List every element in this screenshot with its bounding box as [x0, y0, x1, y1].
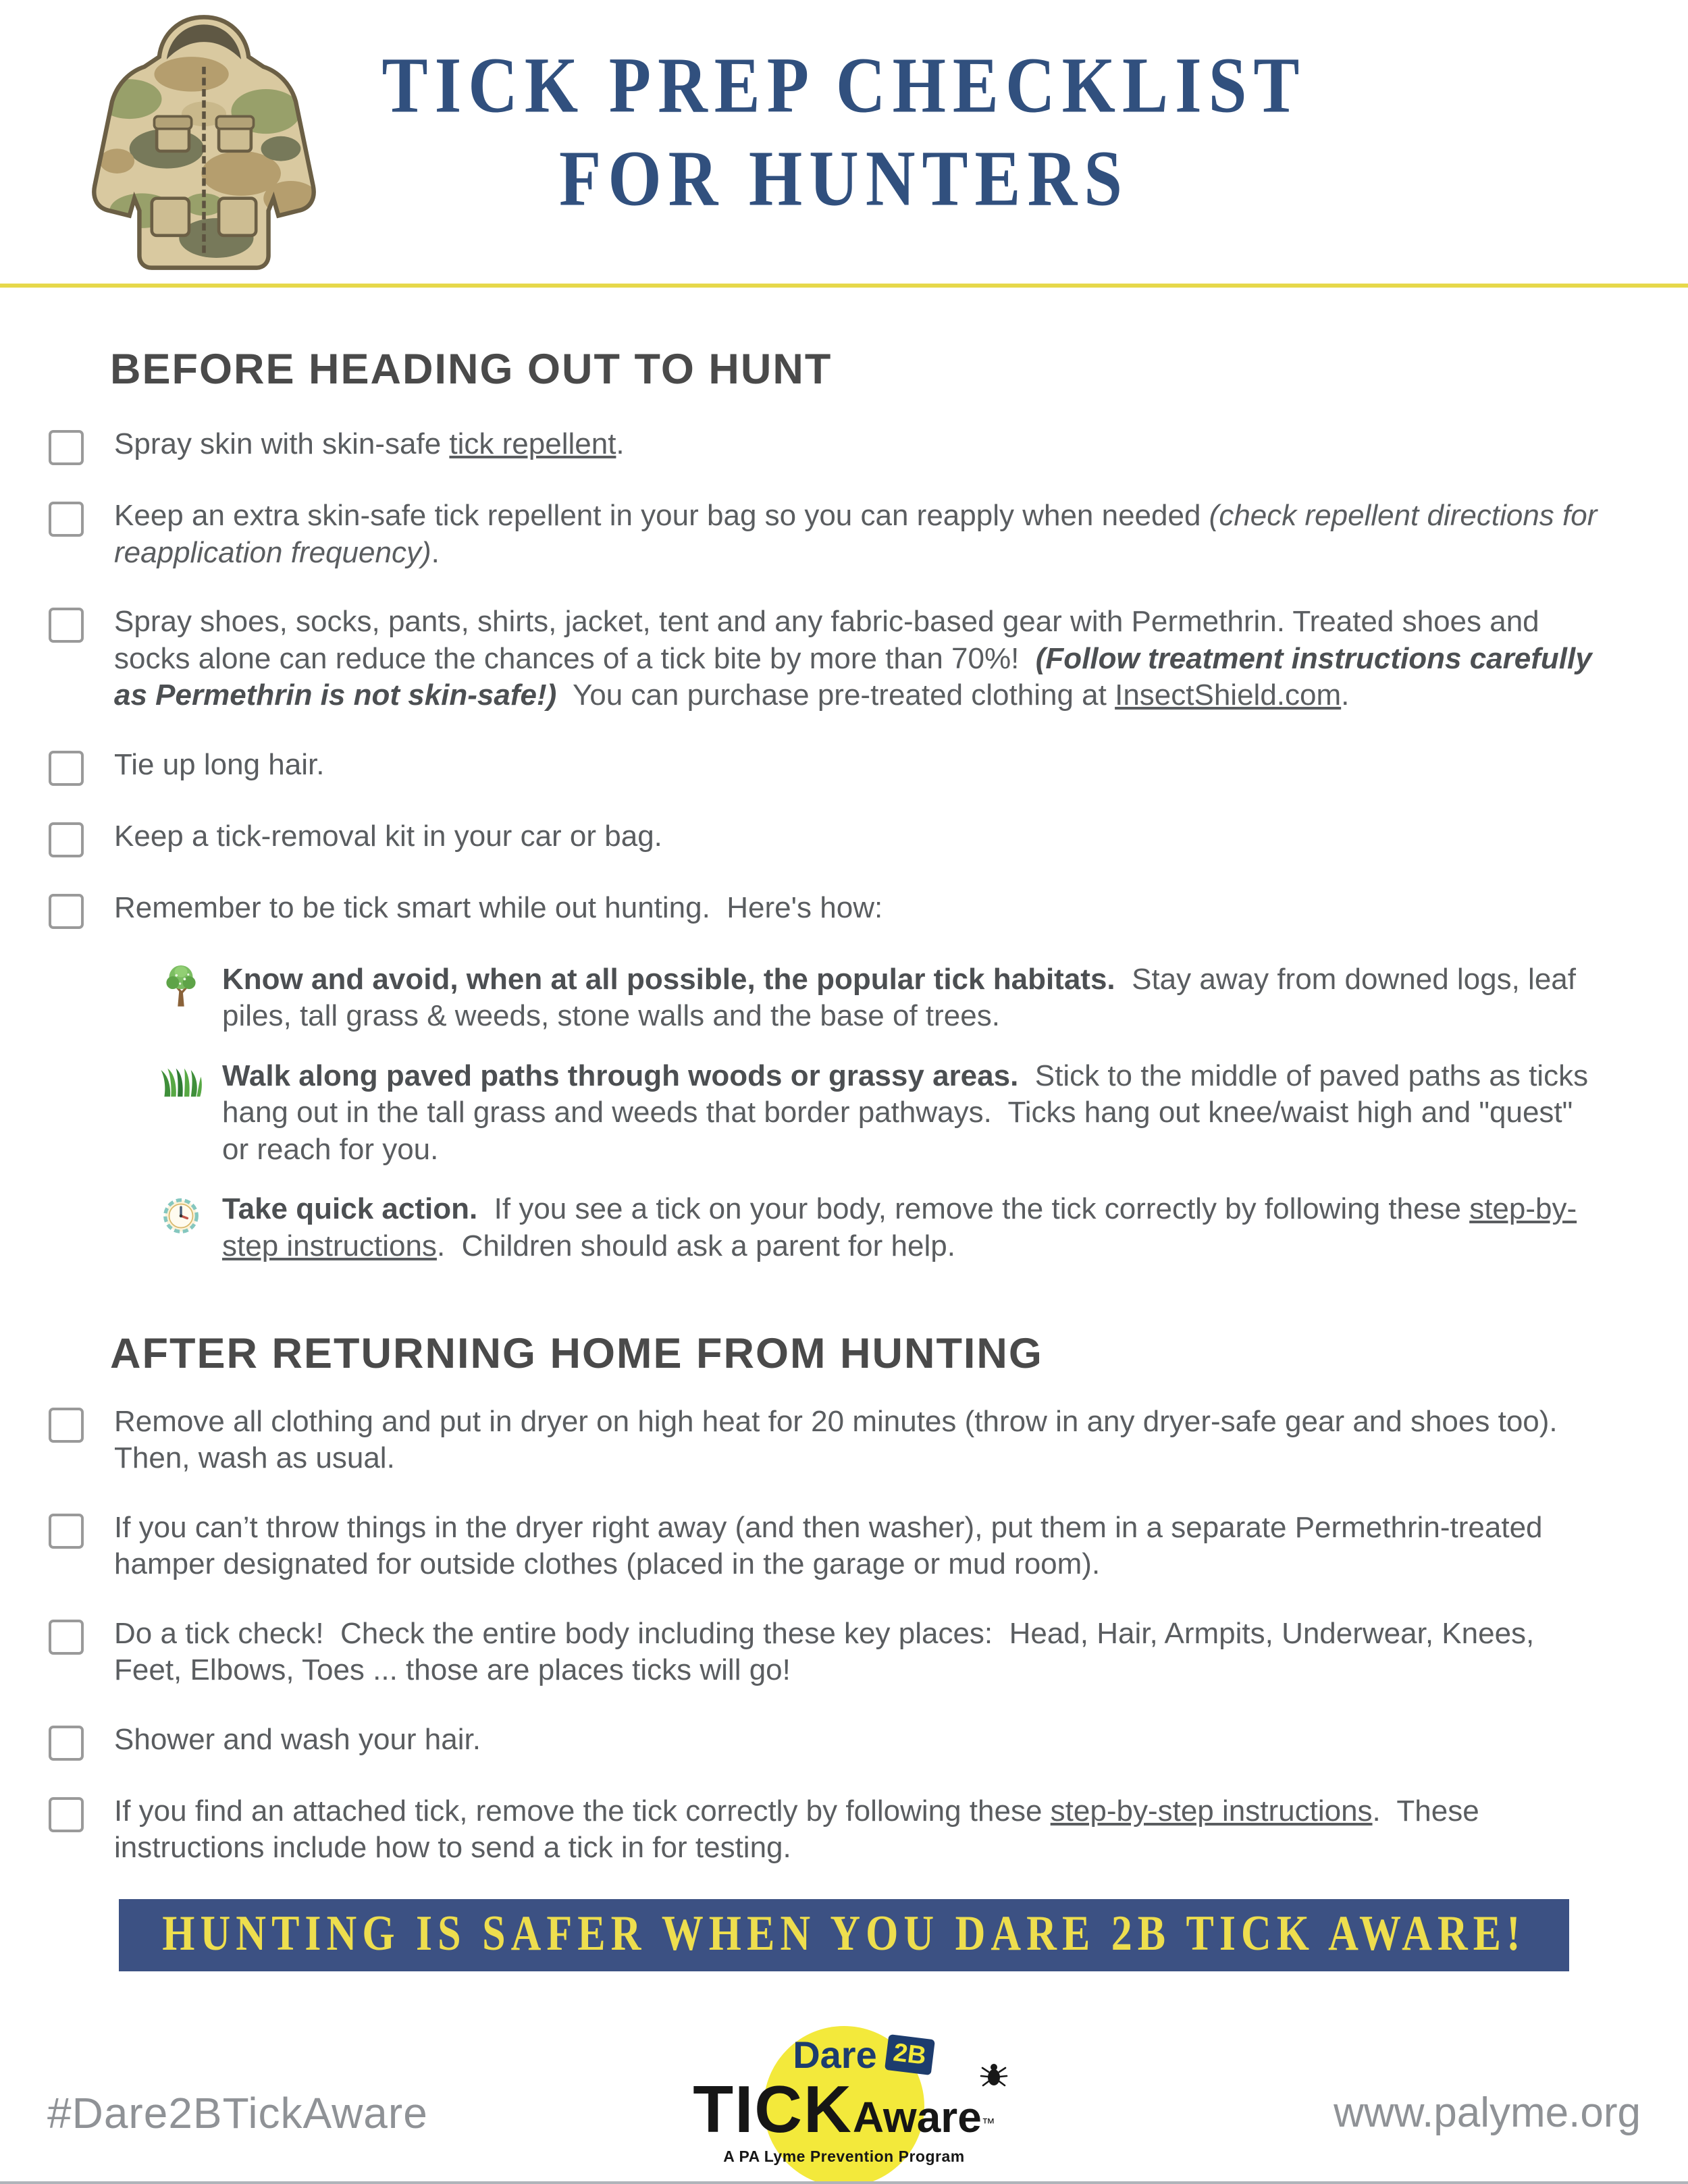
- checklist-item: [49, 1793, 1600, 1867]
- checklist-subitem: [159, 1191, 1600, 1264]
- checklist-before: [0, 426, 1688, 1265]
- text-segment: Walk along paved paths through woods or grassy areas.: [222, 1059, 1019, 1092]
- checkbox[interactable]: [49, 751, 84, 786]
- subitem-text: [222, 1058, 1600, 1169]
- text-segment: Do a tick check! Check the entire body including these key places: Head, Hair, Armpits, Underwear, Knees, Feet, Elbows, Toes ... those are places ticks will go!: [114, 1616, 1543, 1687]
- footer: [0, 2029, 1688, 2184]
- item-text: [114, 1793, 1600, 1867]
- logo-dare-text: Dare: [793, 2033, 877, 2076]
- checkbox[interactable]: [49, 1620, 84, 1655]
- text-segment: (Follow treatment instructions carefully as Permethrin is not skin-safe!): [114, 641, 1600, 712]
- checkbox[interactable]: [49, 608, 84, 643]
- item-text: [114, 1616, 1600, 1689]
- checkbox[interactable]: [49, 502, 84, 537]
- section-heading-before: BEFORE HEADING OUT TO HUNT: [110, 346, 833, 393]
- item-text: [114, 1722, 481, 1759]
- logo-2b-badge: 2B: [885, 2034, 935, 2075]
- text-segment: Spray shoes, socks, pants, shirts, jacket, tent and any fabric-based gear with Permethrin. Treated shoes and socks alone can reduce the chances of a tick bite by more than 70%!: [114, 605, 1548, 675]
- text-segment: If you can’t throw things in the dryer right away (and then washer), put them in a separate Permethrin-treated hamper designated for outside clothes (placed in the garage or mud room).: [114, 1510, 1551, 1581]
- hashtag-text: #Dare2BTickAware: [47, 2088, 428, 2137]
- checklist-item: [49, 818, 1600, 857]
- text-segment: Tie up long hair.: [114, 747, 325, 781]
- text-segment: If you find an attached tick, remove the tick correctly by following these: [114, 1794, 1051, 1828]
- item-text: [114, 604, 1600, 714]
- section-heading-after: AFTER RETURNING HOME FROM HUNTING: [110, 1329, 1043, 1377]
- text-segment: You can purchase pre-treated clothing at: [556, 678, 1115, 712]
- tick-repellent-link[interactable]: tick repellent: [449, 427, 616, 460]
- text-segment: If you see a tick on your body, remove the tick correctly by following these: [477, 1192, 1470, 1226]
- page-title-line2: FOR HUNTERS: [559, 134, 1129, 223]
- text-segment: .: [431, 535, 440, 569]
- page-bottom-edge: [0, 2181, 1688, 2184]
- logo-tick-text: TICK: [693, 2071, 853, 2146]
- grass-icon: [159, 1059, 203, 1107]
- item-text: [114, 890, 882, 927]
- tick-bug-icon: [979, 2060, 1009, 2093]
- text-segment: Shower and wash your hair.: [114, 1722, 481, 1756]
- subitem-text: [222, 1191, 1600, 1264]
- logo-tagline: A PA Lyme Prevention Program: [723, 2148, 965, 2166]
- checkbox[interactable]: [49, 894, 84, 929]
- text-segment: . These instructions include how to send a tick in for testing.: [114, 1794, 1487, 1865]
- checkbox[interactable]: [49, 1408, 84, 1443]
- text-segment: .: [616, 427, 625, 460]
- banner-text: HUNTING IS SAFER WHEN YOU DARE 2B TICK AWARE!: [162, 1906, 1526, 1961]
- clock-icon: [159, 1192, 203, 1240]
- text-segment: Remember to be tick smart while out hunting. Here's how:: [114, 890, 883, 924]
- text-segment: Keep a tick-removal kit in your car or bag.: [114, 819, 662, 853]
- checklist-item: [49, 498, 1606, 571]
- banner: [119, 1899, 1568, 1971]
- header: [0, 0, 1688, 284]
- section-after-hunt: [0, 1329, 1688, 1867]
- text-segment: Spray skin with skin-safe: [114, 427, 450, 460]
- text-segment: . Children should ask a parent for help.: [436, 1229, 955, 1263]
- checkbox[interactable]: [49, 1797, 84, 1832]
- step-by-step-instructions-link[interactable]: step-by-step instructions: [222, 1192, 1577, 1263]
- step-by-step-instructions-link-2[interactable]: step-by-step instructions: [1050, 1794, 1373, 1828]
- text-segment: Stick to the middle of paved paths as ticks hang out in the tall grass and weeds that border pathways. Ticks hang out knee/waist high and "quest" or reach for you.: [222, 1059, 1597, 1166]
- checklist-item: [49, 890, 1600, 929]
- trademark-symbol: ™: [981, 2116, 995, 2131]
- checkbox[interactable]: [49, 1514, 84, 1549]
- text-segment: Know and avoid, when at all possible, the popular tick habitats.: [222, 962, 1115, 996]
- checklist-subitem: [159, 1058, 1600, 1169]
- item-text: [114, 1404, 1600, 1477]
- checkbox[interactable]: [49, 822, 84, 857]
- item-text: [114, 498, 1606, 571]
- dare2b-tickaware-logo: [655, 2029, 1033, 2184]
- text-segment: Take quick action.: [222, 1192, 478, 1226]
- section-before-hunt: [0, 345, 1688, 1265]
- text-segment: Stay away from downed logs, leaf piles, tall grass & weeds, stone walls and the base of trees.: [222, 962, 1585, 1033]
- checklist-after: [0, 1404, 1688, 1867]
- page-title-line1: TICK PREP CHECKLIST: [381, 41, 1307, 130]
- checklist-item: [49, 426, 1600, 465]
- item-text: [114, 747, 324, 784]
- text-segment: Keep an extra skin-safe tick repellent in your bag so you can reapply when needed: [114, 499, 1209, 532]
- checklist-item: [49, 747, 1600, 786]
- page-title: [0, 0, 1688, 223]
- website-url: www.palyme.org: [1334, 2089, 1641, 2137]
- checkbox[interactable]: [49, 430, 84, 465]
- logo-main-row: [655, 2071, 1033, 2146]
- yellow-divider: [0, 284, 1688, 288]
- logo-aware-text: Aware: [852, 2092, 982, 2141]
- checklist-item: [49, 604, 1600, 714]
- checklist-item: [49, 1722, 1600, 1761]
- text-segment: Remove all clothing and put in dryer on high heat for 20 minutes (throw in any dryer-safe gear and shoes too). Then, wash as usual.: [114, 1404, 1566, 1475]
- item-text: [114, 818, 662, 855]
- subitem-text: [222, 961, 1600, 1035]
- item-text: [114, 1510, 1600, 1583]
- checklist-subitem: [159, 961, 1600, 1035]
- tree-icon: [159, 963, 203, 1010]
- checkbox[interactable]: [49, 1726, 84, 1761]
- checklist-item: [49, 1404, 1600, 1477]
- checklist-item: [49, 1616, 1600, 1689]
- checklist-item: [49, 1510, 1600, 1583]
- text-segment: (check repellent directions for reapplication frequency): [114, 499, 1606, 569]
- text-segment: .: [1341, 678, 1350, 712]
- item-text: [114, 426, 625, 463]
- insectshield-link[interactable]: InsectShield.com: [1115, 678, 1342, 712]
